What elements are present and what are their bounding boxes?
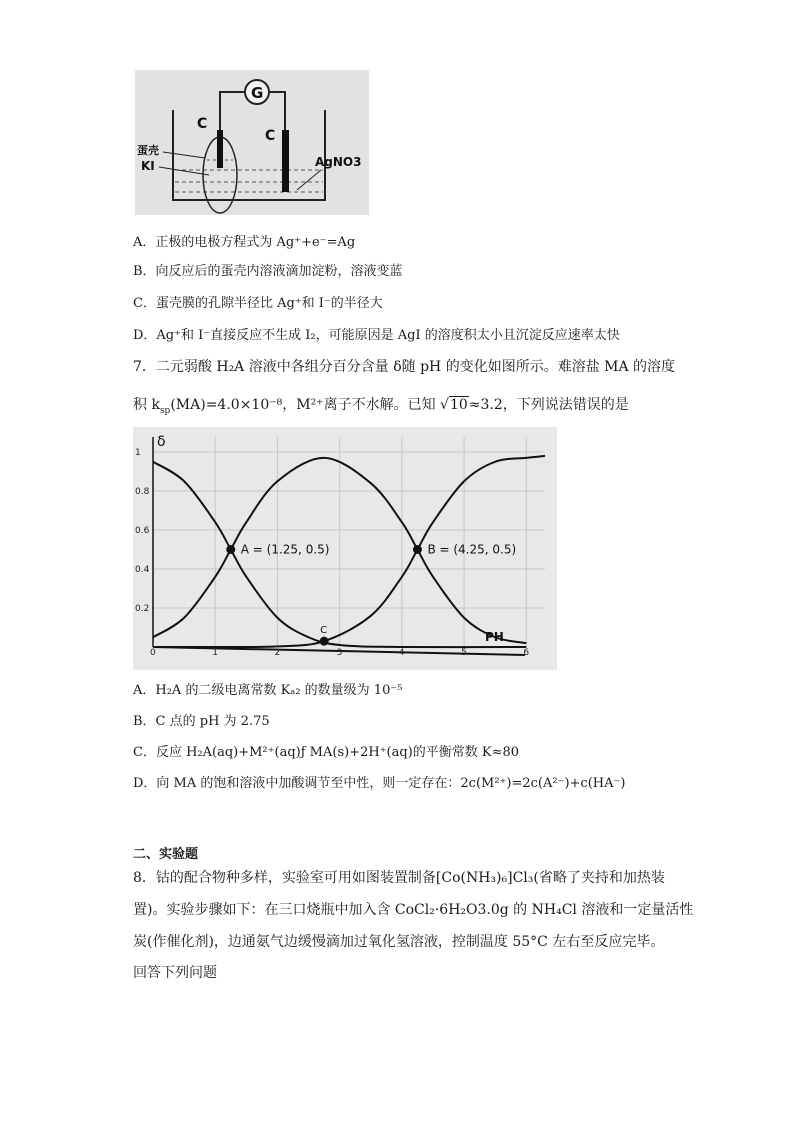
y-axis-label: δ bbox=[157, 434, 166, 450]
shell-label: 蛋壳 bbox=[137, 144, 159, 157]
sqrt-icon: √ bbox=[440, 397, 449, 413]
q8-line3: 炭(作催化剂)，边通氨气边缓慢滴加过氧化氢溶液，控制温度 55°C 左右至反应完毕。 bbox=[133, 934, 665, 950]
x-tick-label: 5 bbox=[461, 648, 467, 658]
q7-option-d: D．向 MA 的饱和溶液中加酸调节至中性，则一定存在：2c(M²⁺)=2c(A²⁻)+c(HA⁻) bbox=[133, 776, 626, 791]
q7-option-a: A．H₂A 的二级电离常数 Kₐ₂ 的数量级为 10⁻⁵ bbox=[133, 683, 403, 698]
q8-line4: 回答下列问题 bbox=[133, 965, 217, 981]
y-tick-label: 0.8 bbox=[135, 487, 150, 497]
x-tick-label: 6 bbox=[523, 648, 530, 658]
q8-line1: 8．钴的配合物种多样，实验室可用如图装置制备[Co(NH₃)₆]Cl₃(省略了夹持和加热装 bbox=[133, 870, 665, 886]
q8-line2: 置)。实验步骤如下：在三口烧瓶中加入含 CoCl₂·6H₂O3.0g 的 NH₄Cl 溶液和一定量活性 bbox=[133, 902, 694, 918]
q7-ksp-prefix: 积 k bbox=[133, 397, 160, 413]
right-electrode bbox=[282, 130, 289, 192]
x-tick-label: 2 bbox=[274, 648, 281, 658]
x-axis-label: PH bbox=[485, 630, 504, 644]
right-electrode-label: C bbox=[265, 128, 276, 144]
y-tick-label: 0.6 bbox=[135, 526, 150, 536]
q6-option-b: B．向反应后的蛋壳内溶液滴加淀粉，溶液变蓝 bbox=[133, 264, 403, 279]
q7-ksp-tail: ≈3.2，下列说法错误的是 bbox=[468, 397, 629, 413]
q7-sqrt-value: 10 bbox=[449, 397, 468, 413]
q7-stem-line2 bbox=[133, 396, 629, 414]
x-tick-label: 0 bbox=[150, 648, 156, 658]
y-tick-label: 1 bbox=[135, 448, 141, 458]
x-tick-label: 3 bbox=[336, 648, 343, 658]
annotation-point-1 bbox=[413, 545, 422, 554]
q7-stem-line1: 7．二元弱酸 H₂A 溶液中各组分百分含量 δ随 pH 的变化如图所示。难溶盐 MA 的溶度 bbox=[133, 359, 676, 375]
apparatus-figure bbox=[135, 70, 369, 215]
annotation-point-0 bbox=[226, 545, 235, 554]
x-tick-label: 4 bbox=[398, 648, 405, 658]
section-title: 二、实验题 bbox=[133, 847, 199, 862]
q7-ksp-text: (MA)=4.0×10⁻⁸，M²⁺离子不水解。已知 bbox=[170, 397, 436, 413]
annotation-point-2 bbox=[320, 637, 329, 646]
annotation-label-0: A = (1.25, 0.5) bbox=[240, 542, 330, 557]
left-electrode bbox=[217, 130, 223, 168]
annotation-label-2: C bbox=[320, 625, 328, 637]
q7-ksp-sub: sp bbox=[159, 405, 171, 416]
distribution-chart bbox=[133, 427, 557, 670]
q6-option-d: D．Ag⁺和 I⁻直接反应不生成 I₂，可能原因是 AgI 的溶度积太小且沉淀反应速率太快 bbox=[133, 328, 620, 343]
q7-option-b: B．C 点的 pH 为 2.75 bbox=[133, 714, 270, 729]
q6-option-a: A．正极的电极方程式为 Ag⁺+e⁻=Ag bbox=[133, 235, 356, 250]
agno3-label: AgNO3 bbox=[315, 155, 362, 169]
q6-option-c: C．蛋壳膜的孔隙半径比 Ag⁺和 I⁻的半径大 bbox=[133, 296, 383, 311]
q7-option-c: C．反应 H₂A(aq)+M²⁺(aq)ƒ MA(s)+2H⁺(aq)的平衡常数 K≈80 bbox=[133, 745, 520, 760]
y-tick-label: 0.4 bbox=[135, 565, 150, 575]
galvanometer-label: G bbox=[251, 84, 264, 102]
left-electrode-label: C bbox=[197, 116, 208, 132]
x-tick-label: 1 bbox=[212, 648, 218, 658]
ki-label: KI bbox=[141, 159, 155, 173]
annotation-label-1: B = (4.25, 0.5) bbox=[427, 542, 517, 557]
y-tick-label: 0.2 bbox=[135, 604, 150, 614]
